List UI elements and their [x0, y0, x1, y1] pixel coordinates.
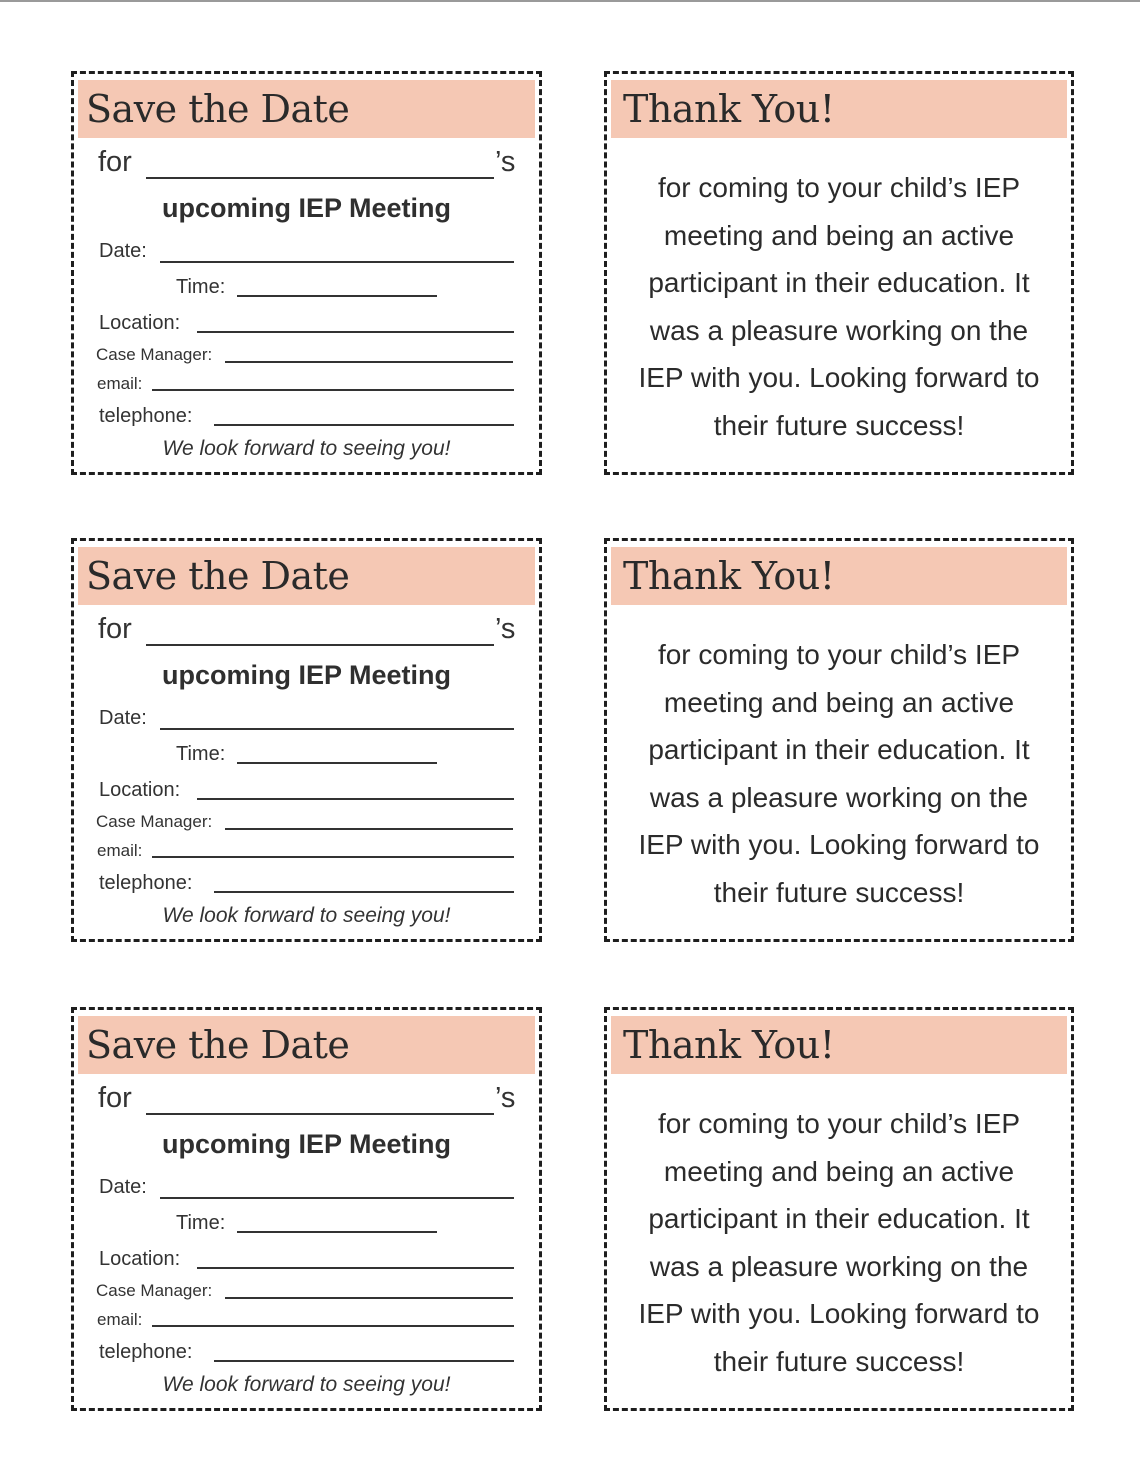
message-line: IEP with you. Looking forward to [638, 829, 1040, 860]
date-label: Date: [99, 1176, 147, 1198]
meeting-subtitle: upcoming IEP Meeting [161, 1129, 452, 1159]
location-label: Location: [99, 779, 181, 801]
date-line[interactable] [160, 261, 514, 263]
thank-you-card [604, 71, 1074, 475]
card-title: Thank You! [611, 80, 1067, 138]
student-name-line[interactable] [146, 177, 494, 179]
possessive-mark: ’s [495, 613, 516, 645]
case-manager-line[interactable] [225, 828, 513, 830]
possessive-mark: ’s [495, 146, 516, 178]
case-manager-label: Case Manager: [96, 1281, 213, 1300]
thank-you-card [604, 1007, 1074, 1411]
email-label: email: [97, 841, 143, 860]
thank-you-message [615, 631, 1063, 916]
message-line: participant in their education. It [648, 1203, 1030, 1234]
time-line[interactable] [237, 762, 437, 764]
telephone-line[interactable] [214, 891, 514, 893]
case-manager-line[interactable] [225, 1297, 513, 1299]
for-label: for [98, 613, 132, 645]
student-name-line[interactable] [146, 1113, 494, 1115]
message-line: IEP with you. Looking forward to [638, 362, 1040, 393]
telephone-line[interactable] [214, 1360, 514, 1362]
meeting-subtitle: upcoming IEP Meeting [161, 660, 452, 690]
possessive-mark: ’s [495, 1082, 516, 1114]
card-title: Save the Date [78, 80, 535, 138]
card-title: Thank You! [611, 547, 1067, 605]
card-title: Save the Date [78, 547, 535, 605]
closing-line: We look forward to seeing you! [162, 437, 451, 460]
save-the-date-card [71, 1007, 542, 1411]
case-manager-label: Case Manager: [96, 812, 213, 831]
date-label: Date: [99, 240, 147, 262]
location-line[interactable] [197, 798, 514, 800]
telephone-label: telephone: [99, 1341, 193, 1363]
message-line: meeting and being an active [663, 219, 1015, 251]
telephone-label: telephone: [99, 405, 193, 427]
date-line[interactable] [160, 1197, 514, 1199]
time-line[interactable] [237, 1231, 437, 1233]
closing-line: We look forward to seeing you! [162, 1373, 451, 1396]
message-line: was a pleasure working on the [649, 1250, 1029, 1282]
case-manager-line[interactable] [225, 361, 513, 363]
card-title: Thank You! [611, 1016, 1067, 1074]
case-manager-label: Case Manager: [96, 345, 213, 364]
student-name-line[interactable] [146, 644, 494, 646]
message-line: for coming to your child’s IEP [657, 1108, 1021, 1139]
message-line: participant in their education. It [648, 734, 1030, 765]
location-line[interactable] [197, 1267, 514, 1269]
email-line[interactable] [152, 389, 514, 391]
message-line: for coming to your child’s IEP [657, 639, 1021, 670]
thank-you-message [615, 164, 1063, 449]
message-line: was a pleasure working on the [649, 314, 1029, 346]
location-line[interactable] [197, 331, 514, 333]
closing-line: We look forward to seeing you! [162, 904, 451, 927]
page-top-rule [0, 0, 1140, 2]
message-line: meeting and being an active [663, 686, 1015, 718]
for-label: for [98, 146, 132, 178]
message-line: meeting and being an active [663, 1155, 1015, 1187]
message-line: their future success! [713, 409, 965, 441]
date-line[interactable] [160, 728, 514, 730]
message-line: for coming to your child’s IEP [657, 172, 1021, 203]
thank-you-message [615, 1100, 1063, 1385]
message-line: their future success! [713, 1345, 965, 1377]
location-label: Location: [99, 312, 181, 334]
card-title: Save the Date [78, 1016, 535, 1074]
date-label: Date: [99, 707, 147, 729]
for-label: for [98, 1082, 132, 1114]
email-line[interactable] [152, 1325, 514, 1327]
save-the-date-card [71, 71, 542, 475]
meeting-subtitle: upcoming IEP Meeting [161, 193, 452, 223]
telephone-line[interactable] [214, 424, 514, 426]
message-line: participant in their education. It [648, 267, 1030, 298]
message-line: their future success! [713, 876, 965, 908]
save-the-date-card [71, 538, 542, 942]
time-line[interactable] [237, 295, 437, 297]
email-line[interactable] [152, 856, 514, 858]
time-label: Time: [176, 743, 226, 765]
message-line: was a pleasure working on the [649, 781, 1029, 813]
location-label: Location: [99, 1248, 181, 1270]
time-label: Time: [176, 276, 226, 298]
email-label: email: [97, 1310, 143, 1329]
thank-you-card [604, 538, 1074, 942]
email-label: email: [97, 374, 143, 393]
telephone-label: telephone: [99, 872, 193, 894]
time-label: Time: [176, 1212, 226, 1234]
message-line: IEP with you. Looking forward to [638, 1298, 1040, 1329]
